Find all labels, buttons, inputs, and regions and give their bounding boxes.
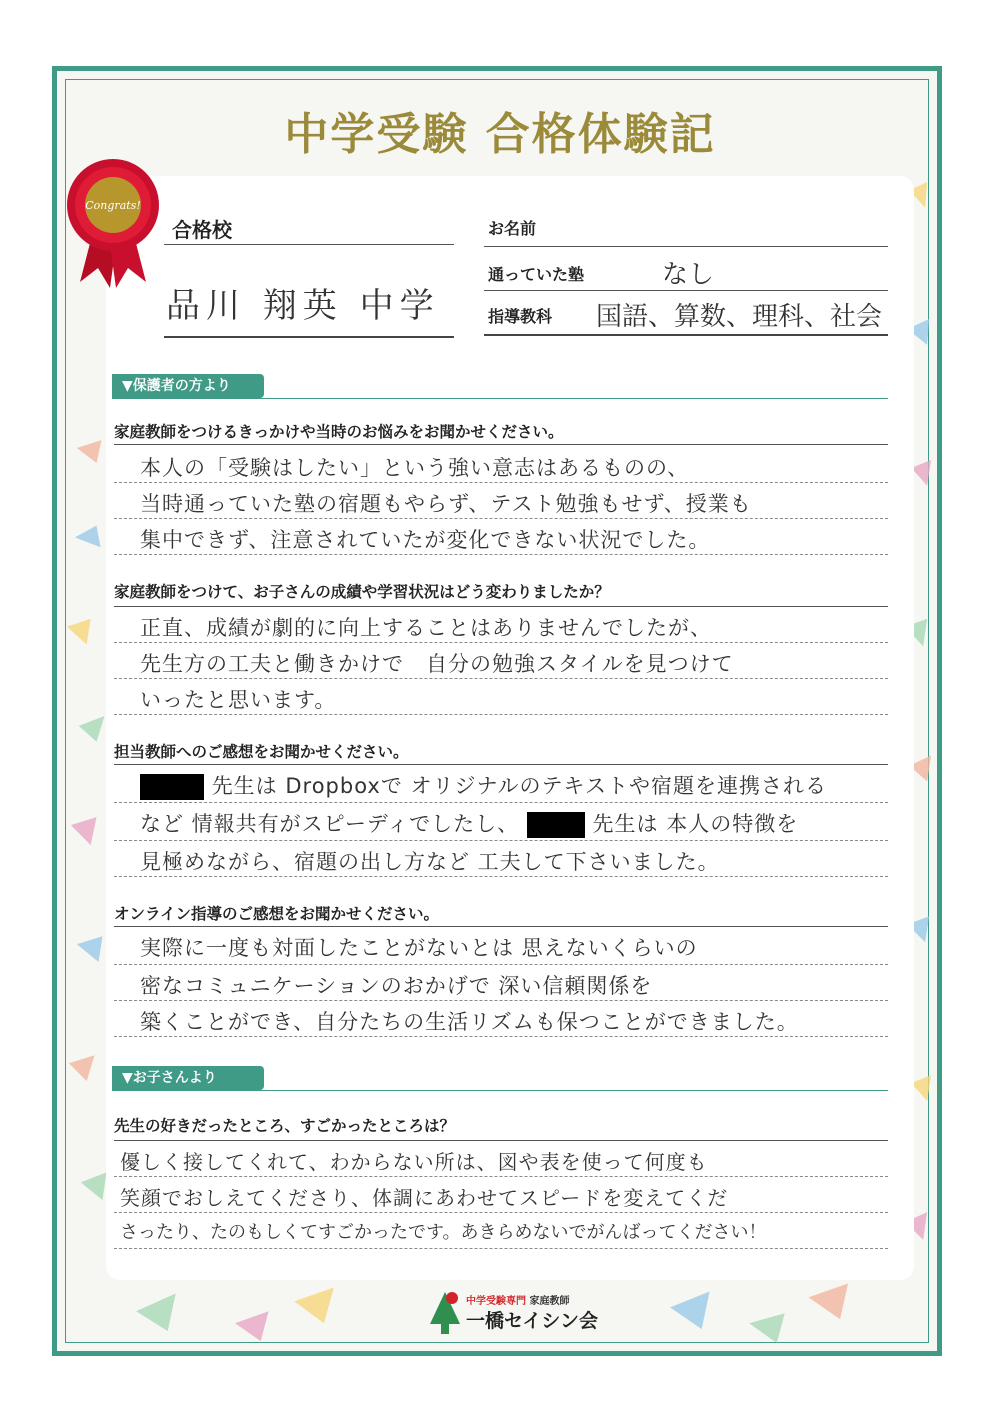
answer-rule bbox=[114, 1212, 888, 1213]
answer-rule bbox=[114, 518, 888, 519]
school-label: 合格校 bbox=[172, 218, 232, 242]
juku-value: なし bbox=[662, 260, 715, 290]
logo-tagline-b: 家庭教師 bbox=[529, 1296, 570, 1307]
juku-rule bbox=[484, 290, 888, 291]
logo-name: 一橋セイシン会 bbox=[466, 1310, 598, 1332]
answer-rule bbox=[114, 1248, 888, 1249]
parent-answer-3-line-2 bbox=[140, 808, 798, 838]
redacted-teacher-name bbox=[527, 812, 585, 838]
parent-section-rule bbox=[112, 398, 888, 399]
redacted-teacher-name bbox=[140, 774, 204, 800]
child-section-tag: ▼お子さんより bbox=[112, 1066, 264, 1090]
parent-question-2: 家庭教師をつけて、お子さんの成績や学習状況はどう変わりましたか？ bbox=[114, 583, 610, 601]
answer-rule bbox=[114, 964, 888, 965]
juku-label: 通っていた塾 bbox=[488, 265, 585, 284]
subject-rule bbox=[484, 334, 888, 336]
parent-answer-4-line-3: 築くことができ、自分たちの生活リズムも保つことができました。 bbox=[140, 1010, 799, 1034]
parent-answer-2-line-1: 正直、成績が劇的に向上することはありませんでしたが、 bbox=[140, 616, 712, 640]
answer-rule bbox=[114, 482, 888, 483]
subject-label: 指導教科 bbox=[488, 307, 553, 326]
parent-answer-4-line-1: 実際に一度も対面したことがないとは 思えないくらいの bbox=[140, 936, 698, 960]
answer-rule bbox=[114, 1000, 888, 1001]
answer-rule bbox=[114, 554, 888, 555]
school-label-rule bbox=[164, 244, 454, 245]
company-logo bbox=[428, 1288, 608, 1338]
parent-section-tag: ▼保護者の方より bbox=[112, 374, 264, 398]
q1-rule bbox=[114, 444, 888, 445]
name-label: お名前 bbox=[488, 219, 537, 238]
q2-rule bbox=[114, 606, 888, 607]
child-answer-line-2: 笑顔でおしえてくださり、体調にあわせてスピードを変えてくだ bbox=[120, 1186, 729, 1210]
answer-rule bbox=[114, 876, 888, 877]
parent-question-3: 担当教師へのご感想をお聞かせください。 bbox=[114, 743, 409, 761]
parent-answer-1-line-1: 本人の「受験はしたい」という強い意志はあるものの、 bbox=[140, 456, 690, 480]
q4-rule bbox=[114, 926, 888, 927]
child-question-1: 先生の好きだったところ、すごかったところは？ bbox=[114, 1117, 456, 1135]
child-answer-line-3: さったり、たのもしくてすごかったです。あきらめないでがんばってください！ bbox=[120, 1222, 767, 1243]
school-value-rule bbox=[164, 336, 454, 338]
child-section-rule bbox=[112, 1090, 888, 1091]
parent-answer-4-line-2: 密なコミュニケーションのおかげで 深い信頼関係を bbox=[140, 974, 653, 998]
parent-question-1: 家庭教師をつけるきっかけや当時のお悩みをお聞かせください。 bbox=[114, 423, 564, 441]
q3-rule bbox=[114, 764, 888, 765]
parent-question-4: オンライン指導のご感想をお聞かせください。 bbox=[114, 905, 440, 923]
answer-rule bbox=[114, 840, 888, 841]
parent-answer-2-line-2: 先生方の工夫と働きかけで 自分の勉強スタイルを見つけて bbox=[140, 652, 734, 676]
parent-answer-3-line-3: 見極めながら、宿題の出し方など 工夫して下さいました。 bbox=[140, 850, 720, 874]
answer-rule bbox=[114, 802, 888, 803]
logo-tagline-a: 中学受験専門 bbox=[466, 1296, 526, 1307]
parent-answer-2-line-3: いったと思います。 bbox=[140, 688, 337, 712]
answer-3-line-2-text-a: など 情報共有がスピーディでしたし、 bbox=[140, 812, 520, 836]
subject-value: 国語、算数、理科、社会 bbox=[596, 302, 883, 332]
answer-rule bbox=[114, 678, 888, 679]
school-name-value: 品川 翔英 中学 bbox=[166, 286, 440, 326]
answer-rule bbox=[114, 1036, 888, 1037]
answer-rule bbox=[114, 1176, 888, 1177]
logo-tagline bbox=[466, 1292, 569, 1307]
child-q1-rule bbox=[114, 1140, 888, 1141]
svg-text:Congrats!: Congrats! bbox=[85, 199, 141, 212]
answer-3-line-2-text-b: 先生は 本人の特徴を bbox=[592, 812, 799, 836]
answer-3-line-1-text: 先生は Dropboxで オリジナルのテキストや宿題を連携される bbox=[211, 774, 828, 798]
parent-answer-1-line-2: 当時通っていた塾の宿題もやらず、テスト勉強もせず、授業も bbox=[140, 492, 752, 516]
answer-rule bbox=[114, 714, 888, 715]
parent-answer-3-line-1 bbox=[140, 770, 827, 800]
congrats-rosette-icon bbox=[58, 150, 168, 290]
name-rule bbox=[484, 246, 888, 247]
child-answer-line-1: 優しく接してくれて、わからない所は、図や表を使って何度も bbox=[120, 1150, 708, 1174]
page-title: 中学受験 合格体験記 bbox=[284, 109, 716, 160]
answer-rule bbox=[114, 642, 888, 643]
tree-logo-icon bbox=[428, 1290, 462, 1336]
parent-answer-1-line-3: 集中できず、注意されていたが変化できない状況でした。 bbox=[140, 528, 711, 552]
